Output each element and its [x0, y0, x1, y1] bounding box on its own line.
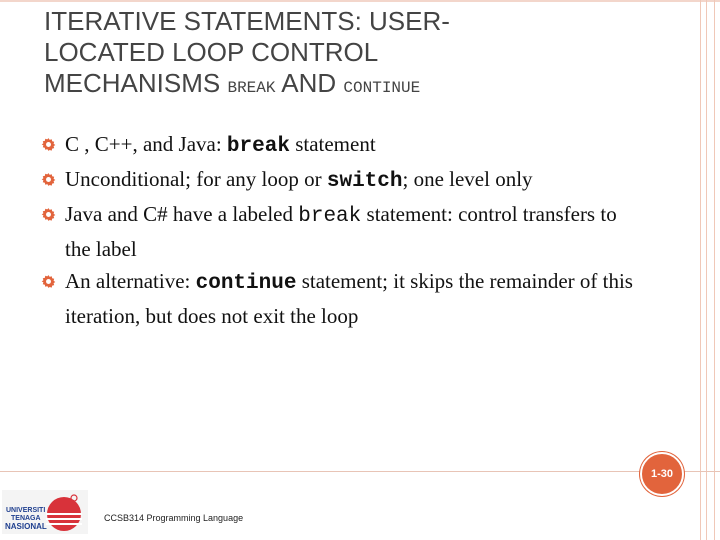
bullet-text: ; one level only — [402, 167, 533, 191]
gear-icon — [41, 137, 56, 152]
bullet-text: Java and C# have a labeled — [65, 202, 299, 226]
footer-divider — [0, 471, 720, 472]
code-continue: continue — [195, 272, 297, 295]
code-break: break — [226, 135, 290, 158]
title-line-3 — [44, 68, 604, 104]
title-line-1: ITERATIVE STATEMENTS: USER- — [44, 6, 450, 36]
code-switch: switch — [326, 170, 403, 193]
frame-right-line-3 — [714, 0, 715, 540]
bullet-text: statement; it skips the remainder of this iteration, but does not exit the loop — [65, 269, 633, 328]
logo-text-2: TENAGA — [11, 515, 41, 522]
bullet-list — [40, 128, 640, 332]
logo-text-1: UNIVERSITI — [6, 507, 46, 514]
gear-icon — [41, 172, 56, 187]
gear-icon — [41, 207, 56, 222]
footer-course-title: CCSB314 Programming Language — [104, 513, 244, 523]
title-text-and: AND — [275, 68, 344, 98]
bullet-text: Unconditional; for any loop or — [65, 167, 327, 191]
university-logo — [2, 490, 88, 534]
title-text-mechanisms: MECHANISMS — [44, 68, 228, 98]
bullet-text: statement — [289, 132, 376, 156]
frame-right-line-2 — [706, 0, 707, 540]
bullet-item-1 — [40, 128, 640, 163]
bullet-item-2 — [40, 163, 640, 198]
gear-icon — [41, 274, 56, 289]
bullet-text: An alternative: — [65, 269, 196, 293]
bullet-text: statement: control transfers to the label — [65, 202, 617, 261]
title-line-2: LOCATED LOOP CONTROL — [44, 37, 379, 67]
page-number-badge — [640, 452, 684, 496]
title-code-continue: CONTINUE — [343, 79, 421, 97]
slide-title — [44, 6, 604, 104]
bullet-item-4 — [40, 265, 640, 332]
frame-top-border — [0, 0, 720, 2]
title-code-break: BREAK — [227, 79, 276, 97]
logo-text-3: NASIONAL — [5, 522, 47, 531]
frame-right-line — [700, 0, 701, 540]
bullet-text: C , C++, and Java: — [65, 132, 227, 156]
page-number: 1-30 — [650, 468, 674, 480]
bullet-item-3 — [40, 198, 640, 265]
code-break: break — [298, 205, 362, 228]
